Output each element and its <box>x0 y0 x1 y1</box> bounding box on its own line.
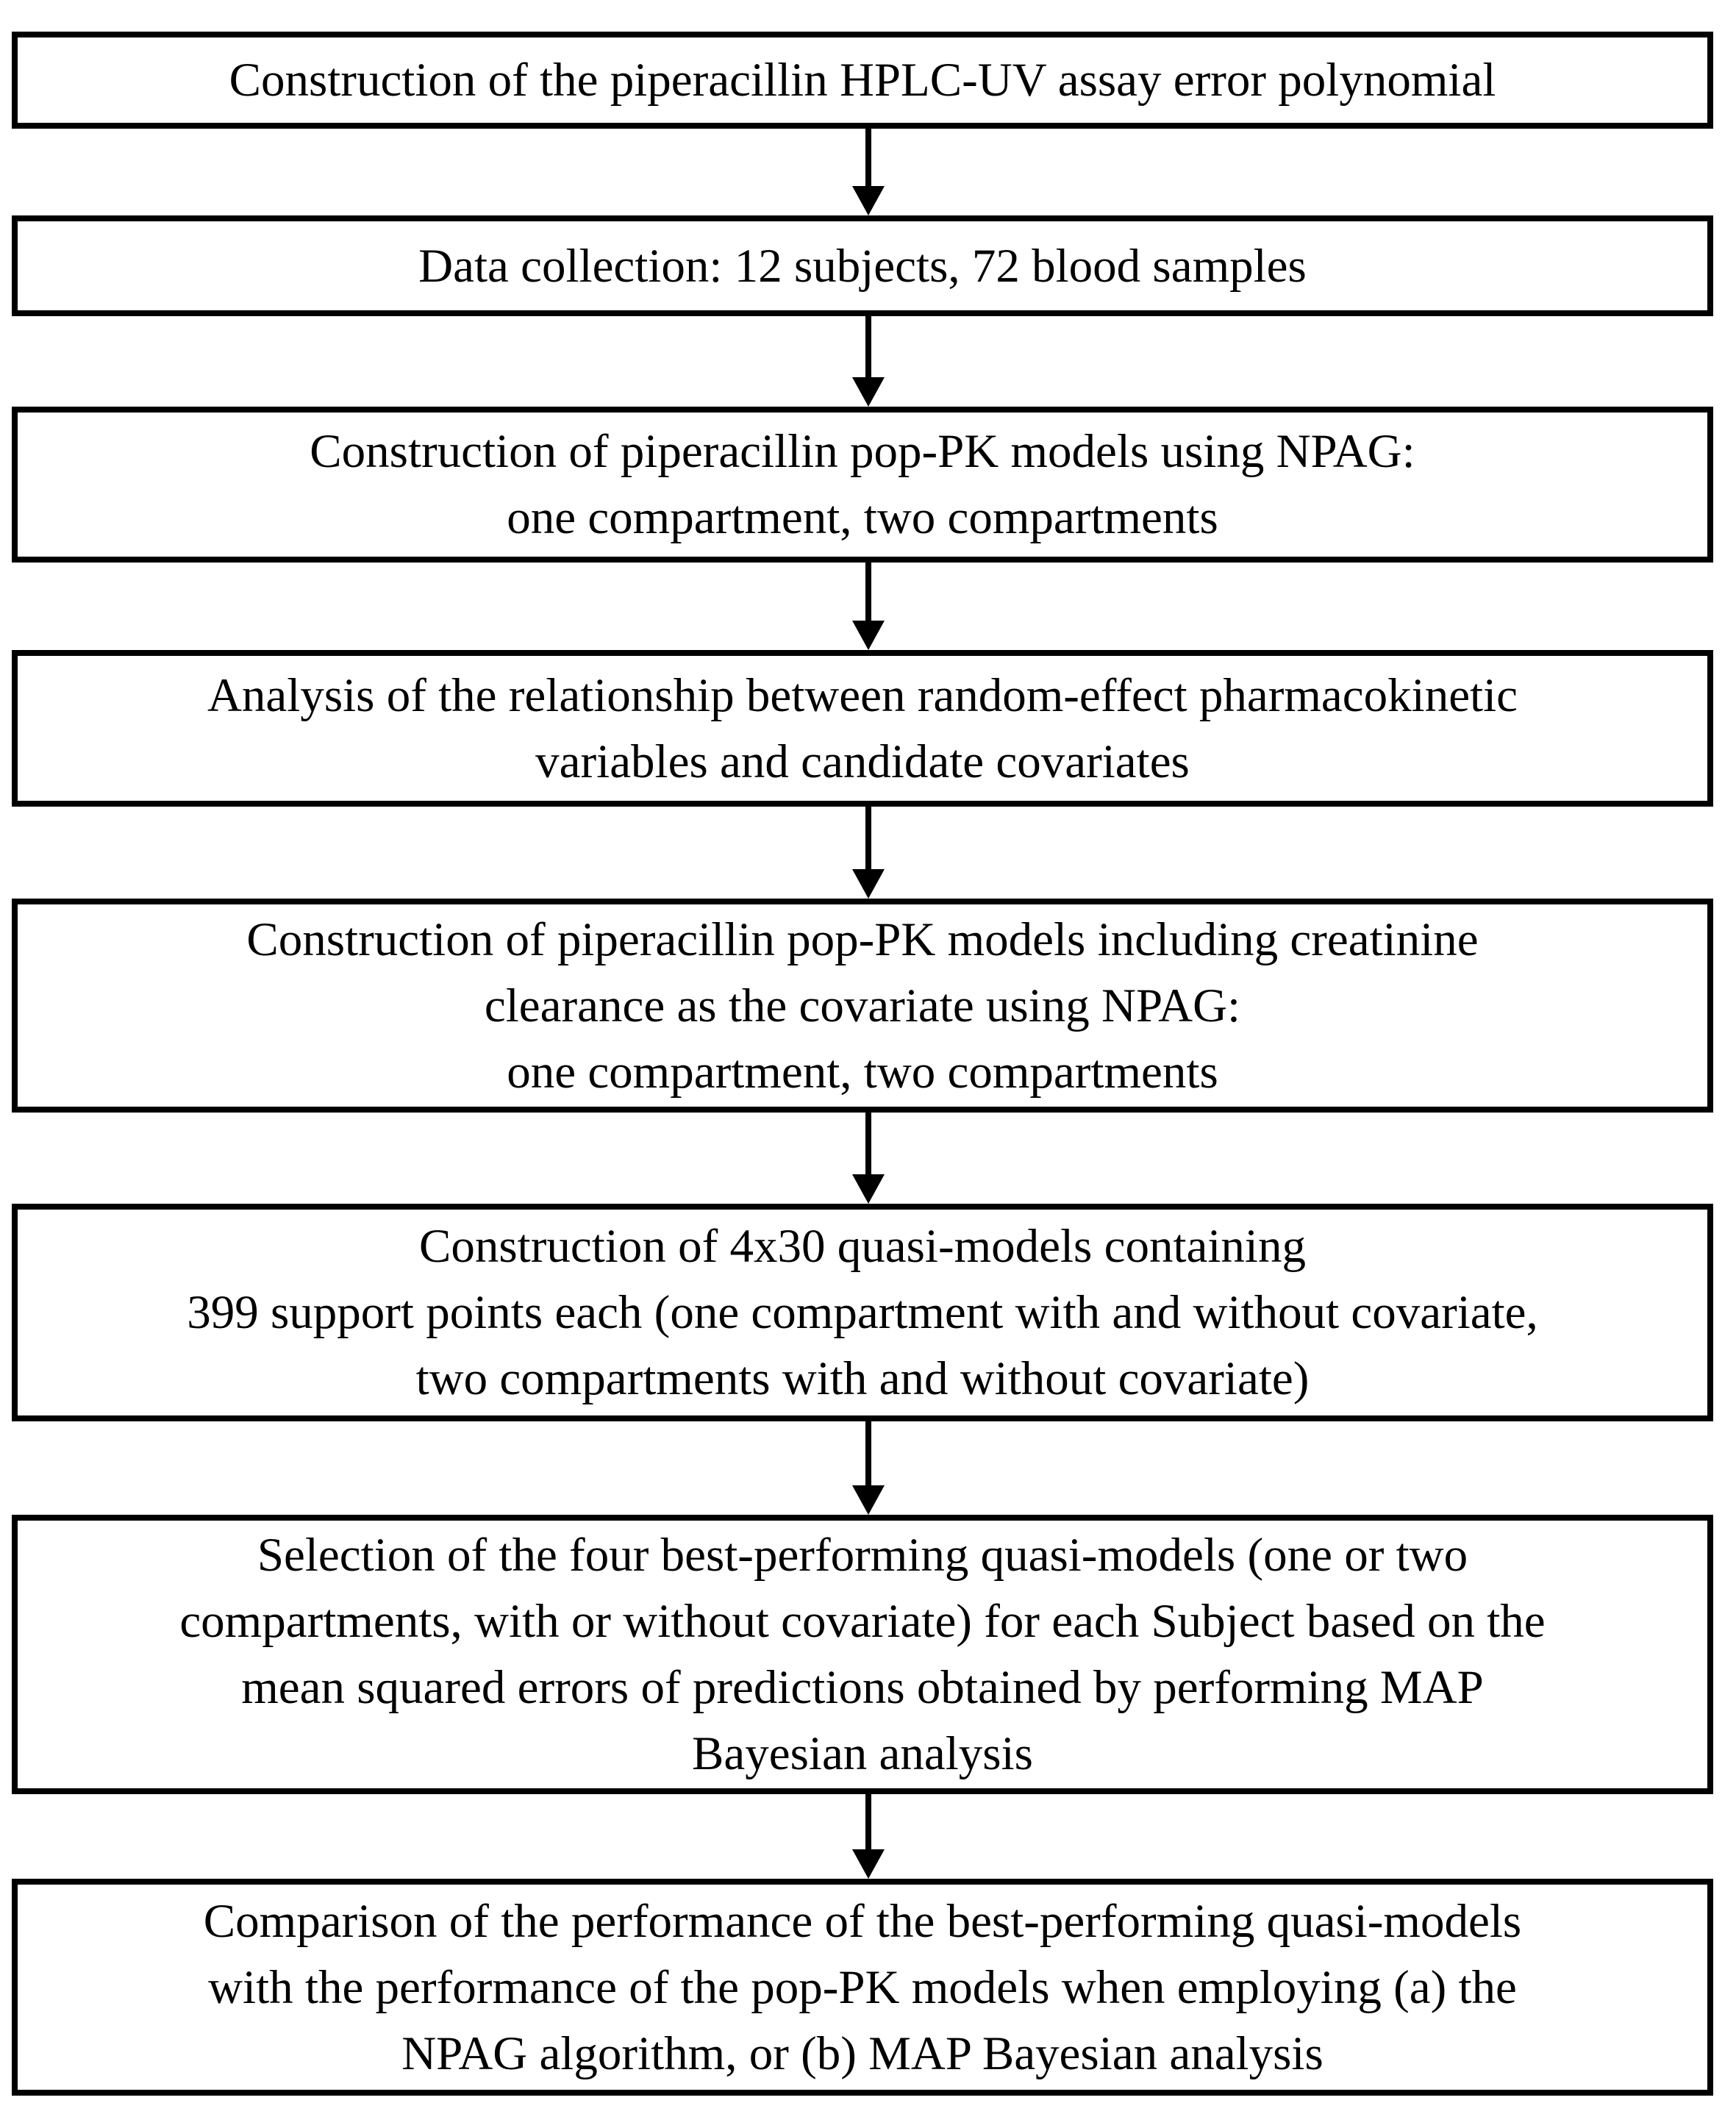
box-text-line: Bayesian analysis <box>692 1727 1033 1780</box>
arrow-head <box>852 377 885 407</box>
arrow-head <box>852 621 885 650</box>
box-text-line: one compartment, two compartments <box>507 1045 1218 1099</box>
arrow-head <box>852 1174 885 1204</box>
box-text-line: Selection of the four best-performing quasi-models (one or two <box>257 1529 1468 1582</box>
box-text-line: compartments, with or without covariate) for each Subject based on the <box>179 1595 1546 1648</box>
arrow-stem <box>865 316 871 377</box>
box-assay-error-polynomial <box>12 32 1713 129</box>
box-text-line: Construction of piperacillin pop-PK models including creatinine <box>246 913 1479 966</box>
box-popk-models-npag <box>12 407 1713 563</box>
arrow-head <box>852 186 885 215</box>
arrow-stem <box>865 1421 871 1485</box>
arrow-stem <box>865 807 871 869</box>
box-text-line: variables and candidate covariates <box>535 735 1190 788</box>
box-text-line: Construction of 4x30 quasi-models containing <box>419 1220 1306 1273</box>
box-popk-models-with-covariate <box>12 899 1713 1113</box>
box-text-line: Comparison of the performance of the best-performing quasi-models <box>203 1894 1522 1948</box>
arrow-head <box>852 1849 885 1879</box>
arrow-stem <box>865 1113 871 1174</box>
box-text-line: two compartments with and without covariate) <box>415 1352 1310 1405</box>
box-text-line: with the performance of the pop-PK models when employing (a) the <box>208 1960 1517 2014</box>
box-text-line: one compartment, two compartments <box>507 491 1218 544</box>
box-covariate-relationship-analysis <box>12 650 1713 807</box>
arrow-head <box>852 1485 885 1515</box>
arrow-stem <box>865 129 871 186</box>
box-performance-comparison <box>12 1879 1713 2096</box>
box-text-line: clearance as the covariate using NPAG: <box>484 979 1241 1032</box>
box-text-line: mean squared errors of predictions obtained by performing MAP <box>241 1661 1484 1714</box>
down-arrow-icon <box>852 129 885 215</box>
box-data-collection <box>12 215 1713 316</box>
box-quasi-model-selection <box>12 1515 1713 1794</box>
down-arrow-icon <box>852 807 885 899</box>
box-text-line: Analysis of the relationship between random-effect pharmacokinetic <box>207 668 1518 722</box>
down-arrow-icon <box>852 1421 885 1515</box>
down-arrow-icon <box>852 1794 885 1879</box>
down-arrow-icon <box>852 316 885 407</box>
down-arrow-icon <box>852 563 885 650</box>
box-text-line: Construction of the piperacillin HPLC-UV assay error polynomial <box>229 54 1496 107</box>
down-arrow-icon <box>852 1113 885 1204</box>
box-text-line: Data collection: 12 subjects, 72 blood samples <box>418 239 1307 293</box>
box-quasi-models-construction <box>12 1204 1713 1421</box>
box-text-line: NPAG algorithm, or (b) MAP Bayesian analysis <box>401 2027 1324 2080</box>
box-text-line: Construction of piperacillin pop-PK models using NPAG: <box>310 425 1415 478</box>
arrow-head <box>852 869 885 899</box>
box-text-line: 399 support points each (one compartment with and without covariate, <box>187 1286 1538 1339</box>
arrow-stem <box>865 1794 871 1849</box>
arrow-stem <box>865 563 871 621</box>
